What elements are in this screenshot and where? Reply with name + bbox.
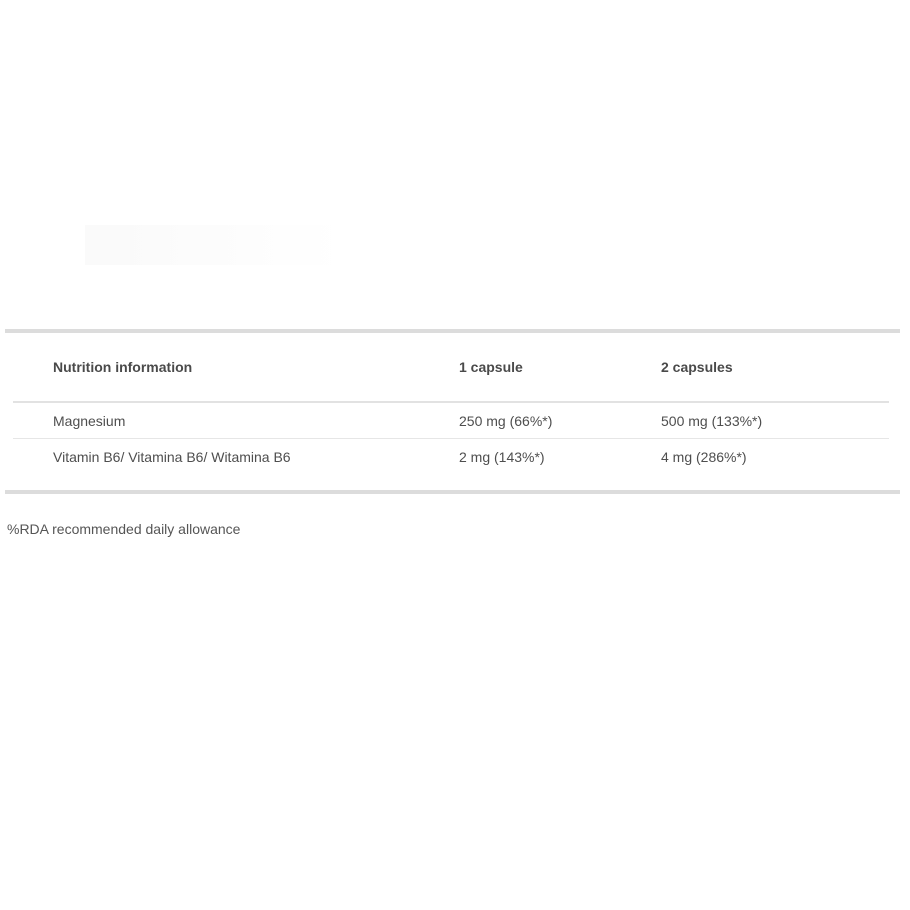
amount-2-capsules: 4 mg (286%*) — [661, 448, 747, 465]
rda-footnote: %RDA recommended daily allowance — [7, 521, 241, 537]
amount-1-capsule: 2 mg (143%*) — [459, 448, 545, 465]
nutrition-table-container — [5, 329, 900, 494]
nutrient-name: Vitamin B6/ Vitamina B6/ Witamina B6 — [53, 448, 291, 465]
nutrient-name: Magnesium — [13, 402, 419, 439]
header-2-capsules: 2 capsules — [621, 333, 889, 402]
table-header-row — [13, 333, 889, 402]
faded-background-text-area — [85, 225, 345, 265]
header-1-capsule: 1 capsule — [419, 333, 621, 402]
table-row — [13, 402, 889, 439]
amount-1-capsule: 250 mg (66%*) — [419, 402, 621, 439]
nutrition-table — [13, 333, 889, 474]
table-row — [13, 439, 889, 475]
header-nutrition-information: Nutrition information — [13, 333, 419, 402]
amount-2-capsules: 500 mg (133%*) — [621, 402, 889, 439]
